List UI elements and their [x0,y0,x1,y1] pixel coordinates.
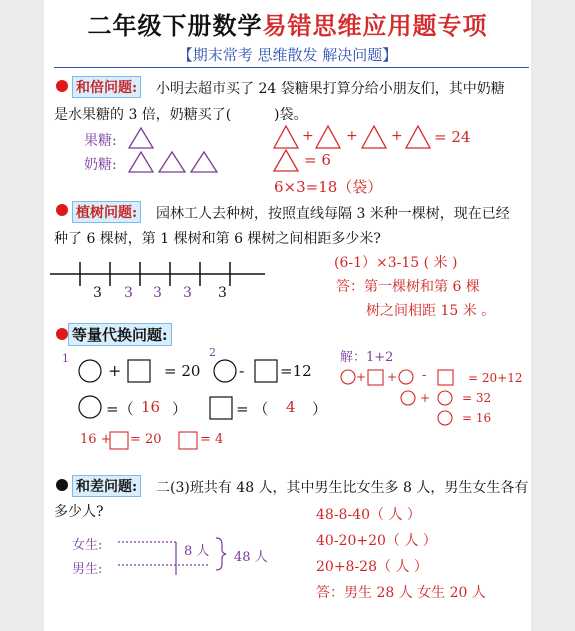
equation-value: = 4 [200,432,224,447]
question-text: )袋。 [274,107,308,123]
minus-sign: - [422,368,427,383]
answer-value: 16 [141,398,161,416]
gap-label: 3 [124,285,133,301]
circle-shape [341,370,355,384]
plus-sign: + [387,370,398,384]
plus-sign: + [420,391,431,405]
section-label-substitution: 等量代换问题: [68,323,172,346]
question-text: 小明去超市买了 24 袋糖果打算分给小朋友们，其中奶糖 [156,81,505,97]
total-label: 48 人 [234,550,268,565]
circle-shape [214,360,236,382]
triangle-icon [129,128,153,148]
square-shape [438,370,453,385]
question-text: 多少人? [54,504,104,520]
tree-line-diagram [50,258,290,298]
minus-sign: - [239,361,245,380]
milk-candy-label: 奶糖: [84,157,117,173]
triangle-icon [191,152,217,172]
answer-line: (6-1）×3-15 ( 米 ) [334,255,458,271]
circle-shape [438,411,452,425]
answer-line: 40-20+20（ 人 ） [316,533,437,549]
plus-sign: + [302,128,314,144]
divider [54,67,529,68]
bullet-dot [56,204,68,216]
triangle-icon [274,150,298,171]
plus-sign: + [391,128,403,144]
gap-label: 3 [218,285,227,301]
answer-line: 树之间相距 15 米 。 [366,303,496,319]
equation-result: = 24 [434,128,471,146]
equation-value: =（ [106,400,134,418]
comparison-diagram [44,530,531,590]
section-label-sum-difference: 和差问题: [72,475,141,497]
solution-step: = 20+12 [468,371,523,385]
equation-value: = 20 [164,362,201,380]
question-text: 种了 6 棵树，第 1 棵树和第 6 棵树之间相距多少米? [54,231,381,247]
triangle-icon [316,126,340,148]
circle-shape [79,360,101,382]
circle-shape [79,396,101,418]
triangle-icon [274,126,298,148]
gap-label: 3 [93,285,102,301]
answer-line: 20+8-28（ 人 ） [316,559,428,575]
answer-line: 6×3=18（袋） [274,178,383,196]
circle-shape [438,391,452,405]
equation-value: ） [172,400,188,418]
square-shape [179,432,197,449]
girls-label: 女生: [72,538,103,553]
plus-sign: + [108,361,122,380]
equation-number: 1 [62,352,69,365]
answer-line: 答：第一棵树和第 6 棵 [336,279,480,295]
gap-label: 3 [153,285,162,301]
triangle-icon [159,152,185,172]
answer-line: 48-8-40（ 人 ） [316,507,421,523]
question-text: 二(3)班共有 48 人，其中男生比女生多 8 人，男生女生各有 [156,480,529,496]
fruit-candy-label: 果糖: [84,133,117,149]
equation-value: ） [312,400,328,418]
triangle-icon [406,126,430,148]
equation-number: 2 [209,346,216,359]
boys-label: 男生: [72,562,103,577]
equation-value: =12 [280,362,312,380]
square-shape [210,397,232,419]
worksheet-page [44,0,531,631]
question-text: 园林工人去种树，按照直线每隔 3 米种一棵树，现在已经 [156,206,510,222]
square-shape [368,370,383,385]
section-label-sum-multiple: 和倍问题: [72,76,141,98]
solution-step: = 16 [462,411,492,425]
square-shape [128,360,150,382]
difference-label: 8 人 [184,544,210,559]
square-shape [110,432,128,449]
triangle-icon [362,126,386,148]
plus-sign: + [356,370,367,384]
plus-sign: + [346,128,358,144]
circle-shape [399,370,413,384]
answer-line: 答：男生 28 人 女生 20 人 [316,585,486,601]
triangle-icon [129,152,153,172]
equation-value: 16 + [80,432,112,447]
answer-value: 4 [286,398,296,416]
question-text: 是水果糖的 3 倍，奶糖买了( [54,107,232,123]
square-shape [255,360,277,382]
circle-shape [401,391,415,405]
bullet-dot [56,328,68,340]
title-part-1: 二年级下册数学 [87,11,263,40]
page-title [44,6,531,41]
solution-step: = 32 [462,391,492,405]
section-label-tree-planting: 植树问题: [72,201,141,223]
page-subtitle: 【期末常考 思维散发 解决问题】 [177,46,398,64]
gap-label: 3 [183,285,192,301]
equation-result: = 6 [304,151,331,169]
equation-value: = 20 [130,432,162,447]
title-part-2: 易错思维应用题专项 [262,11,488,40]
bullet-dot [56,479,68,491]
bullet-dot [56,80,68,92]
equation-value: = （ [236,400,269,418]
solution-heading: 解：1+2 [340,350,394,365]
